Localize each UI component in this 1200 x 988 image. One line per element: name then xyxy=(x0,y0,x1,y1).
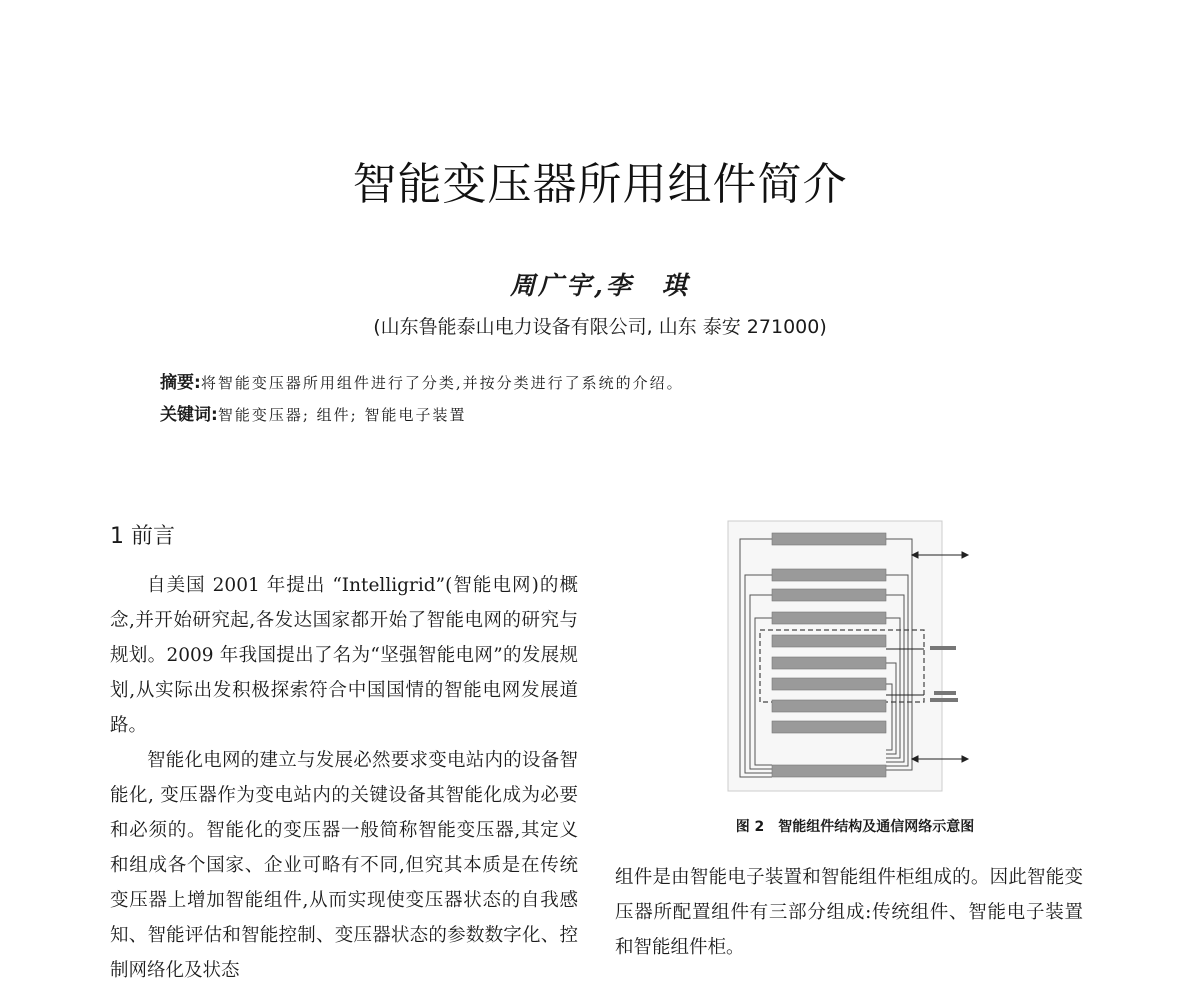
figure-diagram xyxy=(712,515,982,793)
affiliation: (山东鲁能泰山电力设备有限公司, 山东 泰安 271000) xyxy=(373,316,827,338)
keywords xyxy=(160,400,466,425)
abstract xyxy=(160,368,684,393)
authors: 周广宇,李 琪 xyxy=(510,271,690,300)
paragraph: 组件是由智能电子装置和智能组件柜组成的。因此智能变压器所配置组件有三部分组成:传统组件、智能电子装置和智能组件柜。 xyxy=(615,867,1083,958)
keywords-text: 智能变压器; 组件; 智能电子装置 xyxy=(217,406,467,424)
keywords-label: 关键词: xyxy=(160,405,218,425)
paper-title: 智能变压器所用组件简介 xyxy=(352,159,848,210)
paragraph: 智能化电网的建立与发展必然要求变电站内的设备智能化, 变压器作为变电站内的关键设备其智能化成为必要和必须的。智能化的变压器一般简称智能变压器,其定义和组成各个国家、企业可略有不同,但究其本质是在传统变压器上增加智能组件,从而实现使变压器状态的自我感知、智能评估和智能控制、变压器状态的参数数字化、控制网络化及状态 xyxy=(110,750,578,981)
abstract-label: 摘要: xyxy=(160,373,201,393)
right-column xyxy=(615,860,1083,965)
paragraph: 自美国 2001 年提出 “Intelligrid”(智能电网)的概念,并开始研究起,各发达国家都开始了智能电网的研究与规划。2009 年我国提出了名为“坚强智能电网”的发展规划,从实际出发积极探索符合中国国情的智能电网发展道路。 xyxy=(110,575,578,736)
left-column xyxy=(110,568,578,988)
section-heading: 1 前言 xyxy=(110,524,175,549)
figure-caption: 图 2 智能组件结构及通信网络示意图 xyxy=(735,819,975,835)
abstract-text: 将智能变压器所用组件进行了分类,并按分类进行了系统的介绍。 xyxy=(200,374,684,392)
diagram-image xyxy=(712,515,982,793)
